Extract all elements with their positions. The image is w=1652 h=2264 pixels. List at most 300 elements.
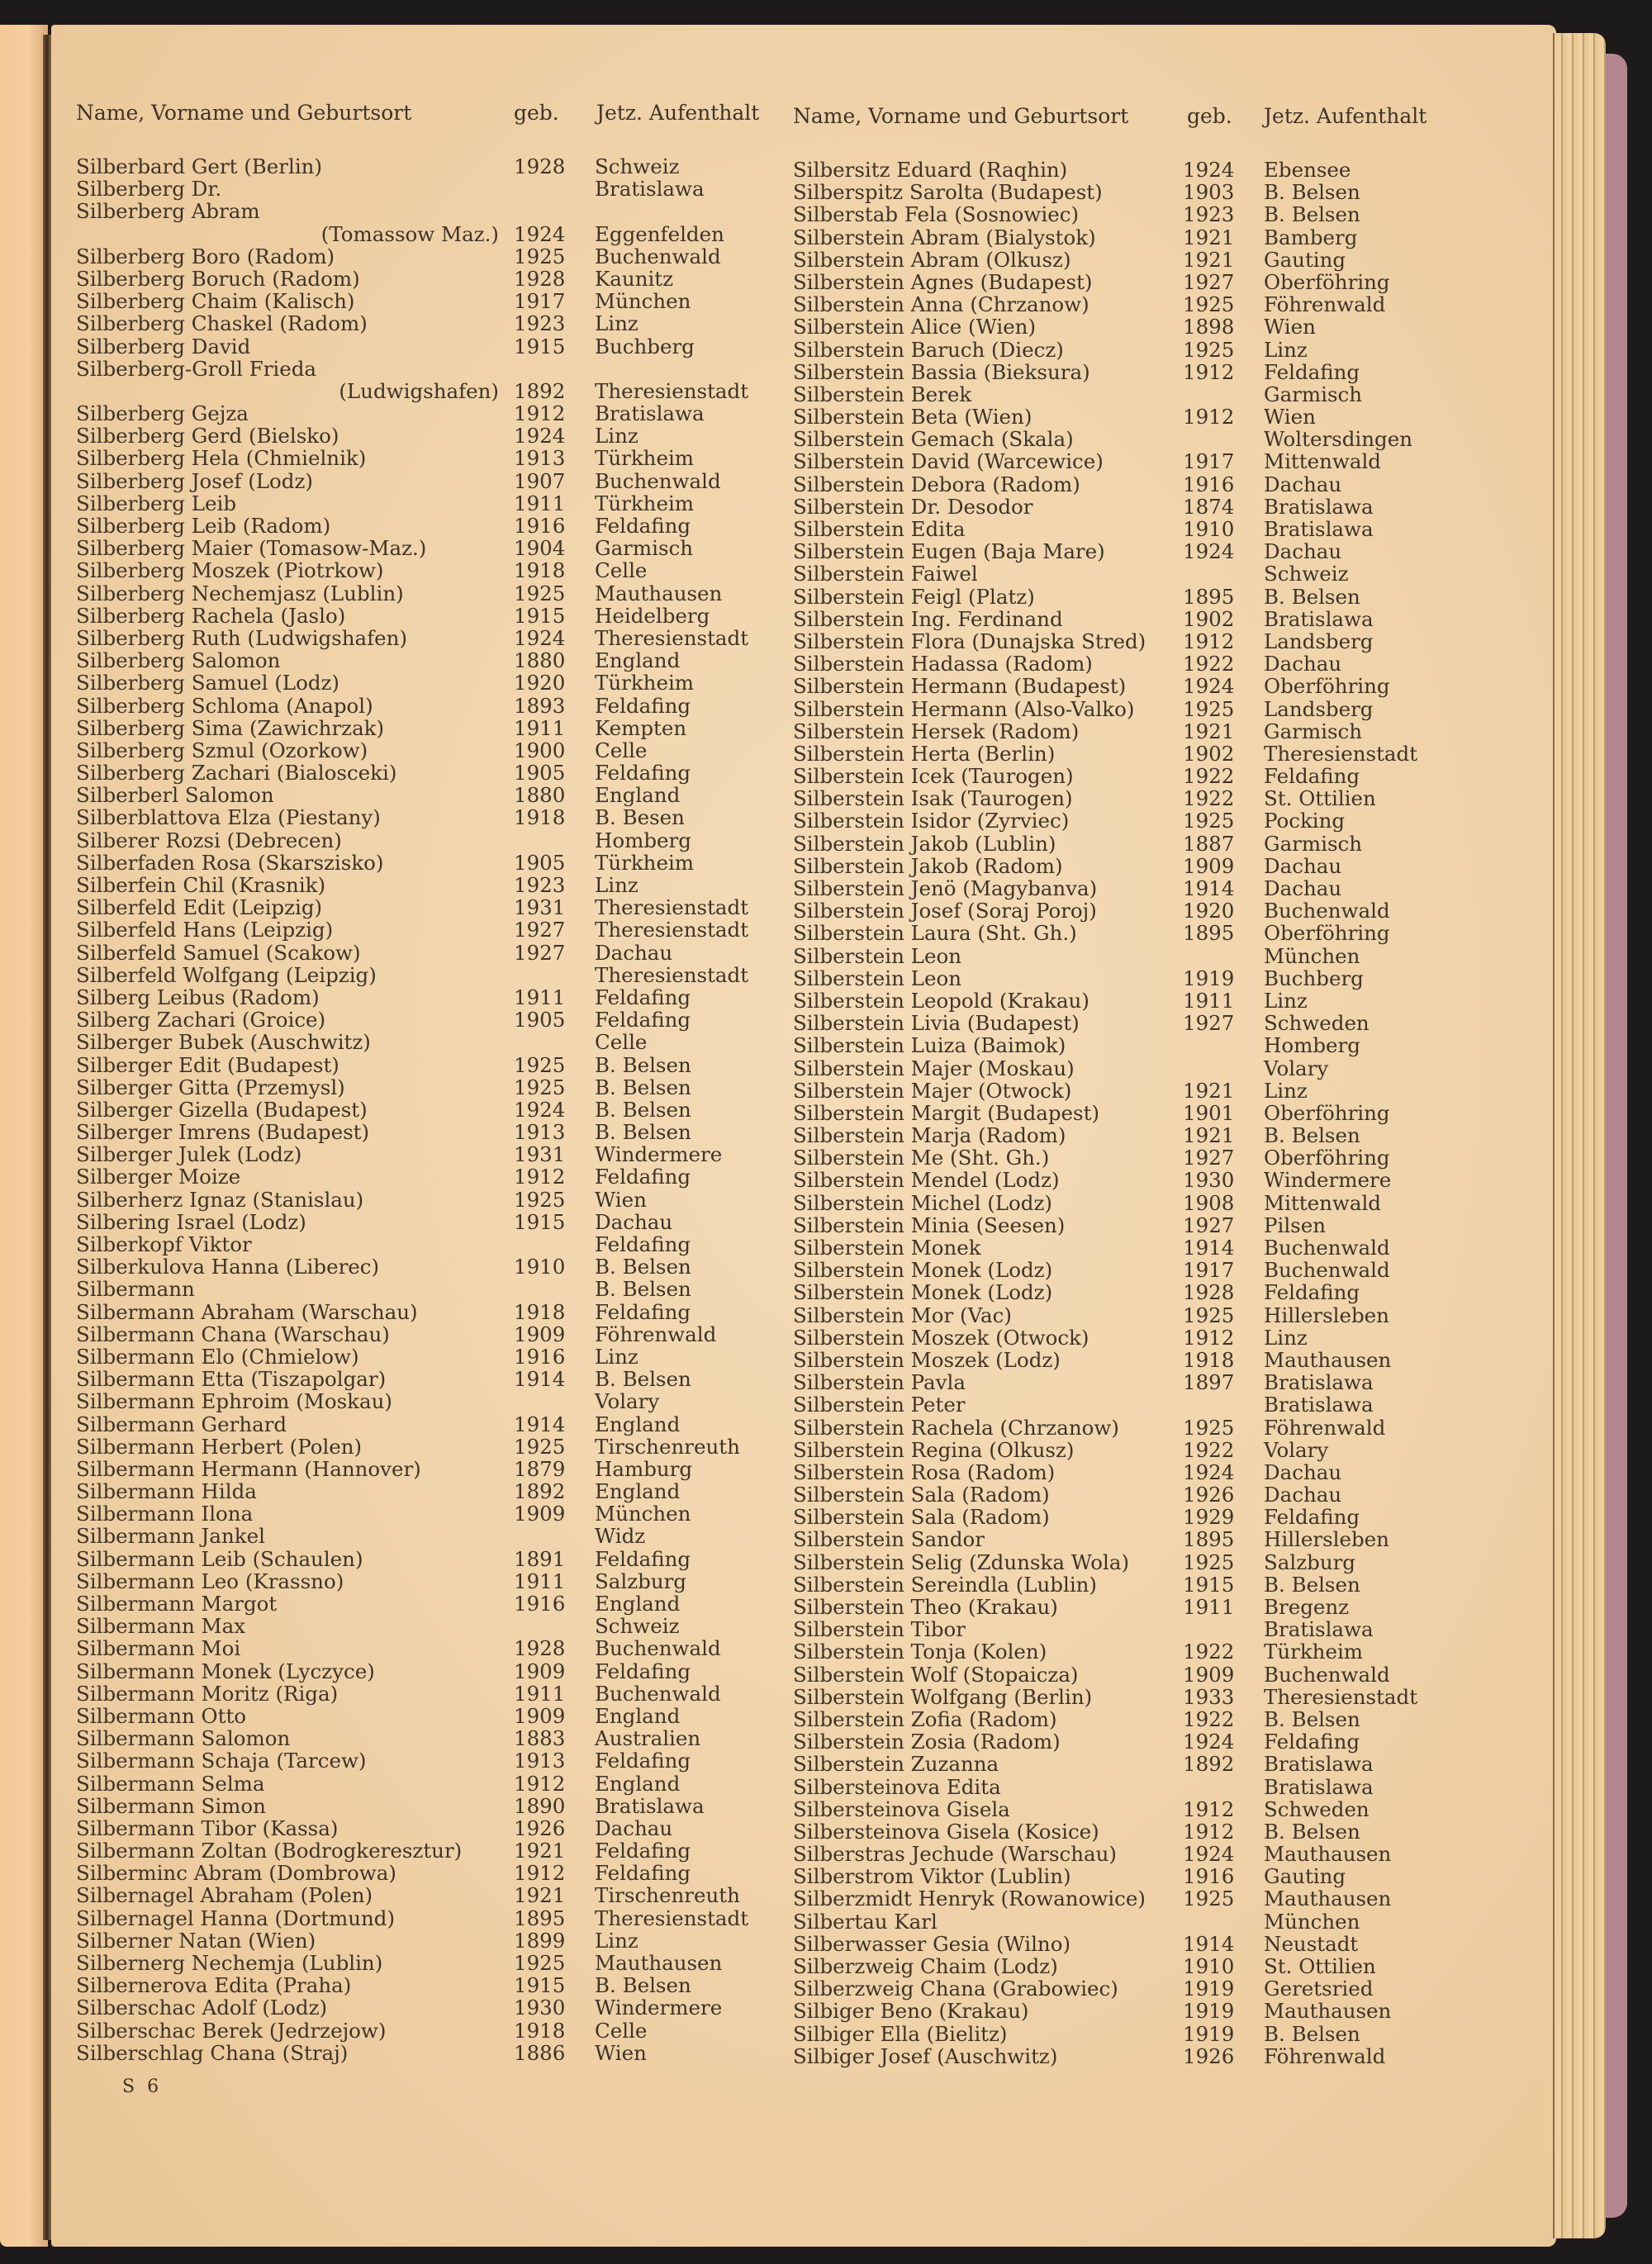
entry-name: Silberstein Mendel (Lodz): [793, 1168, 1060, 1193]
entry-name: Silberstein Peter: [793, 1393, 966, 1417]
entry-name: Silberkulova Hanna (Liberec): [76, 1255, 380, 1279]
entry-birth-year: 1892: [514, 378, 566, 403]
entry-residence: Dachau: [1264, 1483, 1342, 1507]
entry-residence: Feldafing: [595, 761, 691, 786]
entry-name: Silbermann Ilona: [76, 1502, 254, 1526]
entry-birth-year: 1912: [514, 1771, 566, 1796]
entry-name: Silbermann Etta (Tiszapolgar): [76, 1367, 387, 1392]
entry-row: [76, 425, 762, 447]
entry-name: Silberberg Zachari (Bialosceki): [76, 761, 397, 786]
entry-residence: Mauthausen: [595, 1951, 723, 1975]
entry-birth-year: 1928: [1183, 1280, 1235, 1305]
entry-birth-year: 1922: [1183, 652, 1235, 676]
entry-birth-year: 1911: [514, 491, 566, 515]
entry-residence: Theresienstadt: [595, 962, 749, 987]
entry-name: Silbermann Leib (Schaulen): [76, 1546, 363, 1571]
entry-birth-year: 1911: [514, 1569, 566, 1593]
entry-birth-year: 1907: [514, 468, 566, 493]
entry-name: Silberstein Abram (Bialystok): [793, 225, 1096, 249]
entry-residence: Türkheim: [595, 850, 695, 875]
entry-row: [76, 582, 762, 605]
entry-residence: Gauting: [1264, 1864, 1346, 1889]
entry-birth-year: 1919: [1183, 2021, 1235, 2046]
entry-row: [76, 1952, 762, 1974]
entry-birth-year: 1914: [514, 1367, 566, 1392]
entry-residence: Dachau: [1264, 876, 1342, 900]
entry-name: Silberschlag Chana (Straj): [76, 2040, 349, 2065]
entry-residence: Schweiz: [1264, 562, 1349, 586]
entry-name: Silberstein Moszek (Lodz): [793, 1347, 1061, 1372]
entry-name: Silberberg Nechemjasz (Lublin): [76, 581, 404, 605]
entry-name: Silberstein Debora (Radom): [793, 472, 1080, 496]
entry-birth-year: 1927: [514, 918, 566, 942]
entry-residence: Türkheim: [595, 671, 695, 695]
entry-birth-year: 1914: [1183, 876, 1235, 900]
header-aufenthalt: Jetz. Aufenthalt: [596, 101, 760, 125]
entry-name: Silberstein Faiwel: [793, 562, 978, 586]
entry-birth-year: 1911: [514, 1681, 566, 1706]
entry-row: [743, 1417, 1429, 1439]
entry-row: [743, 1551, 1429, 1573]
entry-name: Silberberg Ruth (Ludwigshafen): [76, 625, 407, 650]
entry-birth-year: 1924: [514, 424, 566, 449]
entry-residence: Feldafing: [595, 1839, 691, 1863]
entry-birth-year: 1925: [1183, 696, 1235, 721]
entry-name: (Ludwigshafen): [339, 378, 499, 403]
entry-residence: Bratislawa: [1264, 1393, 1374, 1417]
entry-residence: Föhrenwald: [1264, 2043, 1386, 2068]
entry-birth-year: 1917: [1183, 1258, 1235, 1283]
entry-name: Silberner Natan (Wien): [76, 1928, 316, 1953]
book-cover-edge: [1606, 54, 1627, 2218]
entry-name: Silbernagel Hanna (Dortmund): [76, 1906, 396, 1930]
entry-name: Silberger Gizella (Budapest): [76, 1097, 368, 1122]
entry-birth-year: 1914: [514, 1412, 566, 1436]
entry-birth-year: 1921: [1183, 1123, 1235, 1148]
entry-birth-year: 1916: [514, 1344, 566, 1369]
entry-name: Silbermann: [76, 1277, 195, 1302]
entry-birth-year: 1880: [514, 783, 566, 808]
entry-name: Silberberg Salomon: [76, 648, 281, 673]
entry-row: [76, 380, 762, 402]
entry-name: Silberberg Chaim (Kalisch): [76, 289, 355, 314]
entry-row: [76, 1839, 762, 1862]
entry-name: Silberstein Monek (Lodz): [793, 1280, 1053, 1305]
entry-row: [76, 155, 762, 178]
entry-birth-year: 1900: [514, 738, 566, 762]
entry-name: Silberstein Eugen (Baja Mare): [793, 539, 1105, 564]
entry-residence: Hamburg: [595, 1456, 693, 1481]
entry-name: (Tomassow Maz.): [320, 221, 499, 246]
entry-residence: Linz: [1264, 1325, 1308, 1350]
entry-name: Silberstein Anna (Chrzanow): [793, 292, 1089, 317]
entry-residence: Bratislawa: [595, 177, 705, 202]
entry-residence: München: [1264, 1909, 1360, 1934]
entry-residence: Schweden: [1264, 1011, 1370, 1036]
entry-birth-year: 1902: [1183, 606, 1235, 631]
entry-birth-year: 1922: [1183, 764, 1235, 789]
entry-residence: Salzburg: [1264, 1550, 1355, 1574]
entry-name: Silberstab Fela (Sosnowiec): [793, 202, 1080, 227]
entry-birth-year: 1912: [1183, 1819, 1235, 1844]
entry-residence: Dachau: [1264, 472, 1342, 496]
entry-birth-year: 1918: [514, 2018, 566, 2043]
entry-name: Silbermann Selma: [76, 1771, 265, 1796]
entry-birth-year: 1912: [1183, 1325, 1235, 1350]
entry-name: Silberstein Majer (Moskau): [793, 1056, 1075, 1080]
entry-name: Silberstras Jechude (Warschau): [793, 1842, 1117, 1867]
entry-row: [76, 1099, 762, 1121]
entry-row: [76, 1458, 762, 1480]
entry-name: Silbernerova Edita (Praha): [76, 1973, 352, 1998]
entry-birth-year: 1901: [1183, 1100, 1235, 1125]
entry-name: Silberstein Isidor (Zyrviec): [793, 809, 1070, 833]
entry-row: [76, 1480, 762, 1502]
entry-row: [76, 829, 762, 852]
entry-birth-year: 1909: [514, 1502, 566, 1526]
entry-birth-year: 1902: [1183, 741, 1235, 766]
entry-name: Silberkopf Viktor: [76, 1232, 252, 1256]
entry-row: [76, 1189, 762, 1211]
entry-residence: B. Belsen: [1264, 2021, 1360, 2046]
entry-residence: Feldafing: [595, 1659, 691, 1683]
entry-name: Silbermann Moi: [76, 1636, 241, 1661]
entry-birth-year: 1922: [1183, 786, 1235, 811]
entry-birth-year: 1927: [1183, 269, 1235, 294]
entry-residence: Bratislawa: [1264, 1617, 1374, 1642]
entry-birth-year: 1911: [1183, 988, 1235, 1013]
entry-residence: Linz: [595, 873, 638, 897]
entry-row: [76, 1233, 762, 1255]
entry-birth-year: 1912: [514, 401, 566, 426]
entry-name: Silberberg Szmul (Ozorkow): [76, 738, 368, 762]
entry-row: [743, 1887, 1429, 1910]
entry-birth-year: 1911: [514, 715, 566, 740]
entry-row: [743, 361, 1429, 383]
entry-residence: Windermere: [595, 1996, 723, 2020]
header-geb: geb.: [1187, 104, 1232, 128]
entry-birth-year: 1927: [1183, 1213, 1235, 1237]
entry-row: [743, 406, 1429, 428]
entry-name: Silberg Leibus (Radom): [76, 985, 320, 1009]
entry-birth-year: 1921: [514, 1839, 566, 1863]
entry-birth-year: 1890: [514, 1793, 566, 1818]
entry-name: Silberer Rozsi (Debrecen): [76, 828, 342, 852]
entry-residence: Wien: [1264, 315, 1316, 339]
entry-name: Silbersteinova Edita: [793, 1774, 1001, 1799]
entry-name: Silberberg David: [76, 334, 251, 358]
entry-residence: B. Belsen: [595, 1120, 691, 1145]
header-aufenthalt: Jetz. Aufenthalt: [1264, 104, 1427, 128]
entry-residence: Landsberg: [1264, 629, 1374, 653]
entry-name: Silberg Zachari (Groice): [76, 1008, 326, 1032]
entry-name: Silberstein Icek (Taurogen): [793, 764, 1074, 789]
entry-name: Silbermann Tibor (Kassa): [76, 1815, 339, 1840]
entry-birth-year: 1895: [1183, 921, 1235, 946]
entry-row: [76, 178, 762, 200]
entry-name: Silberstein Wolfgang (Berlin): [793, 1684, 1093, 1709]
entry-birth-year: 1912: [1183, 405, 1235, 430]
entry-row: [76, 695, 762, 717]
entry-name: Silberstein Bassia (Bieksura): [793, 359, 1090, 384]
entry-row: [76, 1615, 762, 1637]
entry-residence: Wien: [595, 1187, 647, 1212]
entry-birth-year: 1924: [1183, 539, 1235, 564]
entry-residence: Tirschenreuth: [595, 1434, 740, 1459]
entry-name: Silberstein Baruch (Diecz): [793, 337, 1064, 362]
entry-row: [76, 1795, 762, 1817]
entry-residence: Bratislawa: [1264, 1774, 1374, 1799]
entry-birth-year: 1925: [514, 1951, 566, 1975]
entry-residence: Bratislawa: [1264, 517, 1374, 541]
entry-birth-year: 1892: [514, 1479, 566, 1504]
entry-row: [76, 1323, 762, 1346]
entry-residence: Buchenwald: [595, 1681, 721, 1706]
entry-name: Silberstein Hermann (Budapest): [793, 674, 1127, 699]
entry-row: [743, 809, 1429, 832]
entry-birth-year: 1916: [514, 1592, 566, 1616]
entry-row: [76, 1548, 762, 1570]
entry-row: [76, 1121, 762, 1143]
entry-birth-year: 1923: [1183, 202, 1235, 227]
entry-row: [76, 1974, 762, 1996]
entry-row: [743, 1393, 1429, 1416]
entry-row: [76, 627, 762, 649]
entry-name: Silberstein Monek (Lodz): [793, 1258, 1053, 1283]
entry-residence: Buchenwald: [1264, 1662, 1390, 1687]
entry-row: [743, 990, 1429, 1012]
entry-name: Silberger Bubek (Auschwitz): [76, 1030, 371, 1055]
entry-name: Silberstein Dr. Desodor: [793, 494, 1033, 519]
entry-row: [743, 1080, 1429, 1102]
entry-residence: Tirschenreuth: [595, 1883, 740, 1908]
entry-residence: Buchenwald: [1264, 1258, 1390, 1283]
entry-row: [743, 945, 1429, 967]
entry-residence: Celle: [595, 738, 648, 762]
entry-row: [76, 605, 762, 627]
entry-residence: Garmisch: [1264, 831, 1363, 856]
entry-row: [76, 762, 762, 784]
entry-name: Silberfeld Samuel (Scakow): [76, 940, 361, 965]
entry-name: Silberberg Schloma (Anapol): [76, 693, 373, 718]
entry-residence: Neustadt: [1264, 1931, 1359, 1956]
entry-birth-year: 1925: [1183, 1415, 1235, 1440]
entry-residence: Buchberg: [595, 334, 695, 358]
entry-residence: Oberföhring: [1264, 1146, 1390, 1170]
entry-name: Silberstein Josef (Soraj Poroj): [793, 899, 1097, 923]
entry-name: Silberstein Hermann (Also-Valko): [793, 696, 1135, 721]
entry-name: Silbermann Chana (Warschau): [76, 1322, 390, 1346]
entry-row: [76, 2020, 762, 2042]
entry-name: Silbermann Gerhard: [76, 1412, 287, 1436]
entry-row: [76, 806, 762, 828]
entry-row: [76, 649, 762, 672]
entry-residence: Föhrenwald: [1264, 292, 1386, 317]
entry-row: [743, 922, 1429, 944]
entry-name: Silbersitz Eduard (Raqhin): [793, 158, 1068, 182]
entry-birth-year: 1919: [1183, 1977, 1235, 2001]
entry-birth-year: 1915: [1183, 1572, 1235, 1597]
entry-residence: Linz: [1264, 988, 1308, 1013]
entry-name: Silberstein Rachela (Chrzanow): [793, 1415, 1119, 1440]
entry-residence: Kaunitz: [595, 266, 674, 291]
entry-birth-year: 1924: [514, 1097, 566, 1122]
entry-residence: B. Besen: [595, 805, 685, 830]
entry-row: [743, 1977, 1429, 2000]
entry-residence: Dachau: [1264, 652, 1342, 676]
entry-row: [76, 1143, 762, 1165]
entry-name: Silbiger Beno (Krakau): [793, 1999, 1029, 2024]
entry-name: Silberstein Flora (Dunajska Stred): [793, 629, 1146, 653]
entry-name: Silbernagel Abraham (Polen): [76, 1883, 373, 1908]
entry-name: Silberger Edit (Budapest): [76, 1052, 339, 1077]
entry-row: [76, 447, 762, 469]
entry-row: [743, 1281, 1429, 1303]
entry-birth-year: 1905: [514, 850, 566, 875]
entry-residence: Hillersleben: [1264, 1527, 1389, 1552]
entry-name: Silberberg Leib (Radom): [76, 514, 331, 538]
entry-row: [743, 1955, 1429, 1977]
entry-residence: Wien: [1264, 405, 1316, 430]
entry-row: [743, 1730, 1429, 1753]
entry-row: [743, 1371, 1429, 1393]
entry-residence: Theresienstadt: [595, 895, 749, 920]
left-column: [76, 101, 762, 2064]
entry-residence: Feldafing: [1264, 764, 1360, 789]
entry-birth-year: 1928: [514, 1636, 566, 1661]
entry-birth-year: 1920: [514, 671, 566, 695]
entry-name: Silberger Julek (Lodz): [76, 1142, 302, 1167]
entry-residence: Eggenfelden: [595, 221, 724, 246]
entry-name: Silberstein Wolf (Stopaicza): [793, 1662, 1079, 1687]
entry-name: Silberstein Zosia (Radom): [793, 1730, 1061, 1754]
entry-name: Silberfaden Rosa (Skarszisko): [76, 850, 384, 875]
entry-birth-year: 1925: [514, 581, 566, 605]
entry-residence: B. Belsen: [595, 1052, 691, 1077]
entry-name: Silbering Israel (Lodz): [76, 1209, 306, 1234]
entry-row: [743, 765, 1429, 787]
entry-name: Silberberg Boruch (Radom): [76, 266, 360, 291]
entry-birth-year: 1916: [1183, 472, 1235, 496]
entry-residence: B. Belsen: [1264, 1123, 1360, 1148]
entry-residence: Bratislawa: [595, 401, 705, 426]
entry-residence: Dachau: [595, 940, 673, 965]
entry-name: Silberstein Jenö (Magybanva): [793, 876, 1098, 900]
entry-name: Silberstein Marja (Radom): [793, 1123, 1066, 1148]
entry-residence: Türkheim: [1264, 1640, 1364, 1664]
entry-residence: Feldafing: [1264, 1730, 1360, 1754]
entry-residence: Oberföhring: [1264, 921, 1390, 946]
entry-name: Silberstein Jakob (Lublin): [793, 831, 1056, 856]
entry-residence: Australien: [595, 1726, 701, 1751]
entry-row: [76, 1570, 762, 1592]
entry-birth-year: 1923: [514, 311, 566, 336]
entry-name: Silbermann Abraham (Warschau): [76, 1299, 418, 1324]
entry-residence: Feldafing: [1264, 359, 1360, 384]
entry-row: [76, 896, 762, 918]
entry-birth-year: 1925: [1183, 809, 1235, 833]
entry-name: Silberberg Hela (Chmielnik): [76, 446, 367, 471]
entry-birth-year: 1929: [1183, 1505, 1235, 1530]
entry-birth-year: 1925: [514, 244, 566, 268]
entry-residence: Pilsen: [1264, 1213, 1327, 1237]
entry-birth-year: 1924: [1183, 1730, 1235, 1754]
entry-birth-year: 1925: [514, 1434, 566, 1459]
entry-row: [76, 537, 762, 559]
entry-residence: Bratislawa: [1264, 1370, 1374, 1395]
entry-row: [743, 473, 1429, 496]
entry-residence: Windermere: [595, 1142, 723, 1167]
entry-row: [76, 312, 762, 335]
entry-row: [743, 833, 1429, 855]
entry-residence: England: [595, 648, 681, 673]
entry-row: [743, 1034, 1429, 1056]
entry-name: Silberstein Livia (Budapest): [793, 1011, 1080, 1036]
entry-name: Silberberg Leib: [76, 491, 237, 515]
entry-name: Silberger Moize: [76, 1165, 241, 1189]
entry-residence: England: [595, 1771, 681, 1796]
entry-residence: Windermere: [1264, 1168, 1392, 1193]
entry-row: [76, 1278, 762, 1300]
entry-name: Silberstein Abram (Olkusz): [793, 247, 1071, 272]
entry-row: [76, 402, 762, 425]
entry-residence: St. Ottilien: [1264, 786, 1376, 811]
entry-row: [743, 293, 1429, 316]
entry-row: [76, 559, 762, 581]
entry-residence: Feldafing: [595, 1861, 691, 1886]
entry-row: [76, 1009, 762, 1031]
entry-residence: Türkheim: [595, 446, 695, 471]
entry-name: Silbermann Hilda: [76, 1479, 257, 1504]
entry-residence: Bamberg: [1264, 225, 1358, 249]
entry-residence: Garmisch: [595, 536, 694, 561]
entry-name: Silberschac Berek (Jedrzejow): [76, 2018, 387, 2043]
entry-name: Silbiger Ella (Bielitz): [793, 2021, 1008, 2046]
entry-residence: Buchenwald: [595, 244, 721, 268]
entry-row: [743, 1146, 1429, 1169]
entry-birth-year: 1910: [1183, 517, 1235, 541]
entry-row: [76, 1031, 762, 1053]
entry-birth-year: 1919: [1183, 1999, 1235, 2024]
entry-birth-year: 1927: [514, 940, 566, 965]
entry-row: [743, 2045, 1429, 2067]
entry-residence: B. Belsen: [1264, 180, 1360, 205]
entry-name: Silbermann Leo (Krassno): [76, 1569, 344, 1593]
entry-name: Silberstein Agnes (Budapest): [793, 269, 1093, 294]
entry-birth-year: 1897: [1183, 1370, 1235, 1395]
entry-row: [76, 1907, 762, 1929]
entry-birth-year: 1921: [514, 1883, 566, 1908]
entry-name: Silberzweig Chaim (Lodz): [793, 1954, 1058, 1978]
entry-residence: Mauthausen: [1264, 1347, 1392, 1372]
entry-residence: Feldafing: [595, 514, 691, 538]
entry-name: Silberberg Maier (Tomasow-Maz.): [76, 536, 427, 561]
entry-name: Silberfeld Edit (Leipzig): [76, 895, 323, 920]
entry-birth-year: 1922: [1183, 1706, 1235, 1731]
header-name: Name, Vorname und Geburtsort: [793, 104, 1129, 128]
entry-birth-year: 1926: [514, 1815, 566, 1840]
entry-name: Silberstein Sala (Radom): [793, 1505, 1050, 1530]
entry-name: Silberstein Margit (Budapest): [793, 1100, 1100, 1125]
entry-residence: B. Belsen: [595, 1255, 691, 1279]
entry-birth-year: 1914: [1183, 1931, 1235, 1956]
entry-birth-year: 1895: [1183, 1527, 1235, 1552]
entry-birth-year: 1918: [514, 1299, 566, 1324]
entry-row: [743, 1776, 1429, 1798]
entry-residence: Mauthausen: [595, 581, 723, 605]
entry-birth-year: 1918: [514, 805, 566, 830]
stacked-page-edges: [1556, 33, 1606, 2238]
